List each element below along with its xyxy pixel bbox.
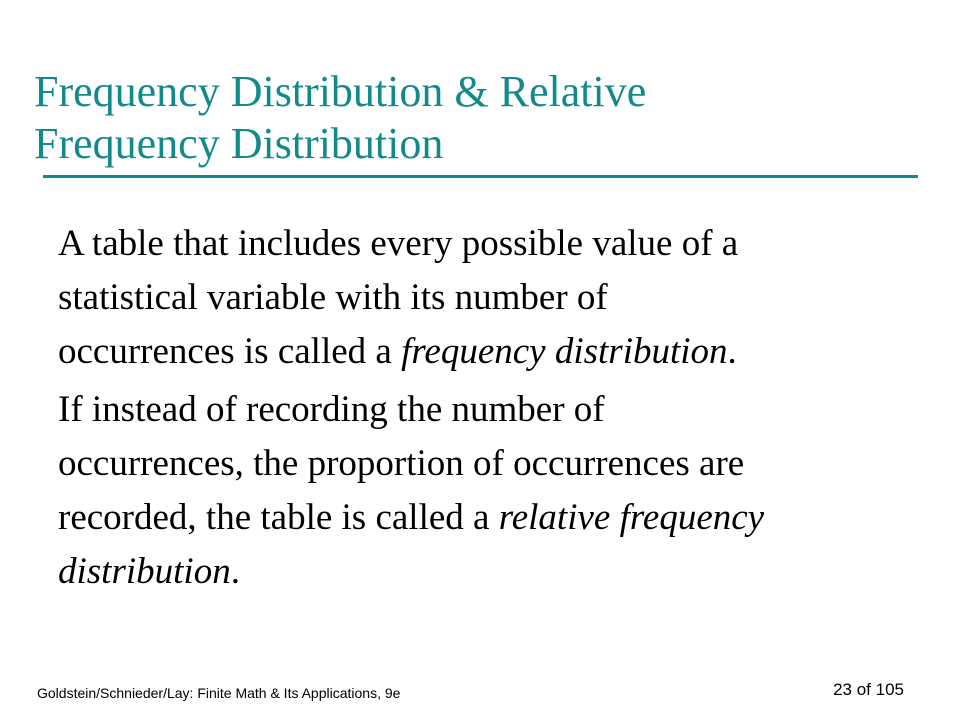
page-number: 23 of 105 xyxy=(833,680,904,699)
slide-title xyxy=(34,66,914,170)
footer-source: Goldstein/Schnieder/Lay: Finite Math & Its Applications, 9e xyxy=(37,685,401,701)
body-line xyxy=(58,325,918,379)
body-punctuation: . xyxy=(230,551,240,592)
term-frequency-distribution: frequency distribution xyxy=(401,331,728,372)
term-relative-frequency: relative frequency xyxy=(498,497,765,538)
body-text: occurrences is called a xyxy=(58,331,402,372)
slide-body xyxy=(58,217,918,599)
body-punctuation: . xyxy=(727,331,737,372)
slide-title-line-2: Frequency Distribution xyxy=(34,119,444,168)
term-distribution: distribution xyxy=(58,551,231,592)
body-line: If instead of recording the number of xyxy=(58,389,605,430)
body-text: recorded, the table is called a xyxy=(58,497,499,538)
definition-frequency-distribution xyxy=(58,217,918,379)
definition-relative-frequency-distribution xyxy=(58,383,918,599)
body-line xyxy=(58,545,918,599)
body-line: statistical variable with its number of xyxy=(58,277,608,318)
slide-title-line-1: Frequency Distribution & Relative xyxy=(34,67,647,116)
body-line xyxy=(58,491,918,545)
body-line: occurrences, the proportion of occurrences are xyxy=(58,443,745,484)
title-underline xyxy=(43,175,918,178)
body-line: A table that includes every possible value of a xyxy=(58,223,739,264)
